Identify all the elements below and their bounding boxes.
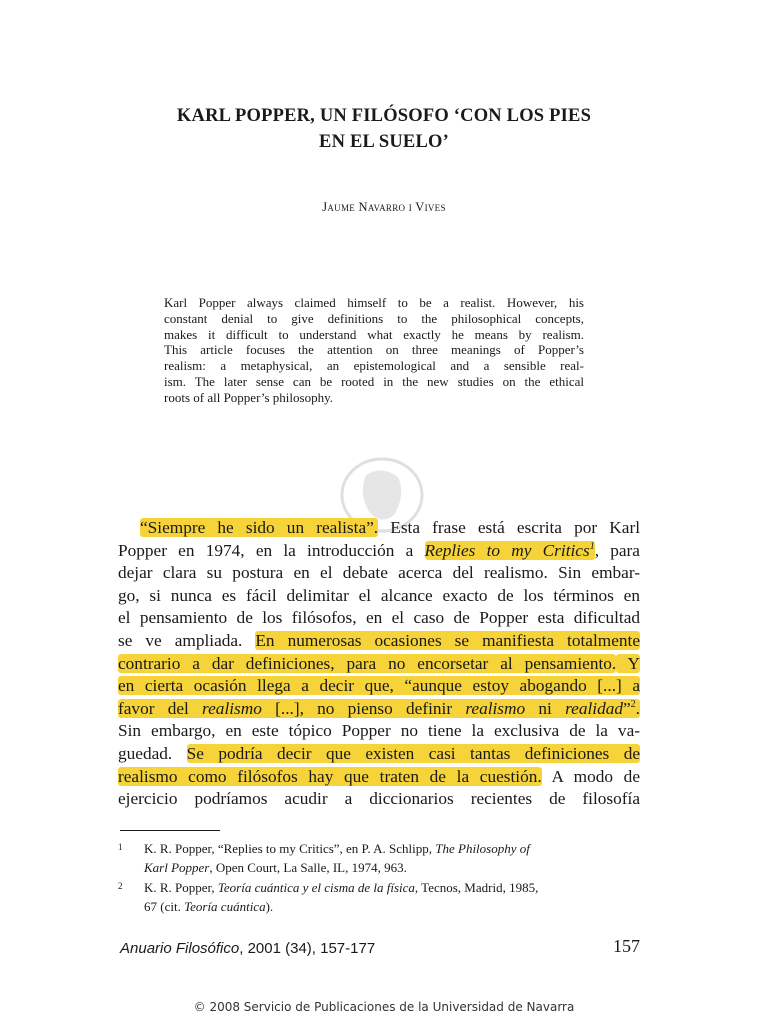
text: se ve ampliada. — [118, 630, 256, 650]
text: [...], no pienso definir — [261, 698, 466, 718]
highlight: realismo como filósofos hay que traten de la cuestión. — [118, 766, 542, 786]
author-name — [200, 200, 568, 215]
body-line — [118, 766, 640, 789]
abstract-line: roots of all Popper’s philosophy. — [164, 389, 333, 405]
footnote-2 — [118, 877, 640, 898]
text: Popper en 1974, en la introducción a — [118, 540, 425, 560]
footnote-1-cont — [118, 859, 640, 878]
copyright-notice: © 2008 Servicio de Publicaciones de la Universidad de Navarra — [193, 1000, 575, 1014]
author-text: Jaume Navarro i Vives — [322, 200, 446, 214]
body-paragraph — [118, 517, 640, 811]
highlight: contrario a dar definiciones, para no encorsetar al pensamiento. — [118, 653, 617, 673]
text: Esta frase está escrita por Karl — [378, 518, 641, 537]
body-line — [118, 653, 640, 676]
text-italic: Karl Popper — [144, 859, 210, 875]
text: K. R. Popper, “Replies to my Critics”, en P. A. Schlipp, — [144, 841, 436, 856]
text: . — [635, 698, 640, 718]
abstract-line: Karl Popper always claimed himself to be a realist. However, his — [164, 295, 584, 310]
footnote-number: 1 — [118, 842, 123, 852]
body-line: go, si nunca es fácil delimitar el alcance exacto de los términos en — [118, 585, 640, 605]
text-italic: realismo — [465, 698, 526, 718]
body-line: Sin embargo, en este tópico Popper no tiene la exclusiva de la va- — [118, 721, 640, 741]
text: Replies to my Critics — [424, 540, 590, 560]
text: , Open Court, La Salle, IL, 1974, 963. — [209, 859, 407, 875]
text: , para — [594, 540, 640, 560]
text: , Tecnos, Madrid, 1985, — [414, 880, 539, 895]
abstract-line: ism. The later sense can be rooted in the new studies on the ethical — [164, 373, 584, 389]
text: ni — [525, 698, 566, 718]
text: ” — [623, 698, 631, 718]
footnote-2-cont — [118, 898, 640, 917]
body-line — [118, 630, 640, 653]
abstract-line: constant denial to give definitions to the philosophical concepts, — [164, 310, 584, 326]
text: guedad. — [118, 743, 187, 763]
abstract — [164, 295, 584, 406]
body-line — [118, 675, 640, 698]
title-line-2: EN EL SUELO’ — [319, 132, 449, 152]
journal-citation — [120, 940, 375, 957]
body-line: dejar clara su postura en el debate acerca del realismo. Sin embar- — [118, 563, 640, 583]
highlight-italic — [425, 541, 595, 560]
text: 67 (cit. — [144, 898, 185, 914]
footnote-ref: 2 — [630, 698, 636, 710]
body-line — [118, 540, 640, 563]
highlight: En numerosas ocasiones se manifiesta totalmente — [255, 630, 640, 650]
text-italic: The Philosophy of — [435, 841, 530, 856]
journal-name: Anuario Filosófico — [120, 940, 240, 957]
highlight: Y — [616, 653, 640, 673]
text-italic: Teoría cuántica y el cisma de la física — [217, 880, 415, 895]
footnote-divider — [120, 830, 220, 831]
journal-issue: , 2001 (34), 157-177 — [239, 940, 376, 957]
footnotes — [118, 838, 640, 916]
footnote-ref: 1 — [589, 540, 595, 552]
highlight: Se podría decir que existen casi tantas definiciones de — [186, 743, 641, 763]
body-line — [118, 517, 640, 540]
title-line-1: KARL POPPER, UN FILÓSOFO ‘CON LOS PIES — [176, 106, 592, 126]
body-line — [118, 698, 640, 721]
text: K. R. Popper, — [144, 880, 218, 895]
highlight: en cierta ocasión llega a decir que, “aunque estoy abogando [...] a — [118, 676, 640, 696]
page-number: 157 — [613, 936, 640, 956]
body-line: ejercicio podríamos acudir a diccionarios recientes de filosofía — [118, 789, 640, 809]
page-footer — [120, 936, 640, 964]
footnote-number: 2 — [118, 881, 123, 891]
highlight: “Siempre he sido un realista”. — [140, 518, 379, 537]
text-italic: Teoría cuántica — [184, 898, 266, 914]
body-line — [118, 743, 640, 766]
highlight — [118, 699, 640, 718]
text: A modo de — [541, 766, 640, 786]
abstract-line: realism: a metaphysical, an epistemological and a sensible real- — [164, 358, 584, 374]
abstract-line: This article focuses the attention on three meanings of Popper’s — [164, 342, 584, 358]
article-title — [120, 103, 648, 155]
text-italic: realidad — [565, 698, 623, 718]
body-line: el pensamiento de los filósofos, en el caso de Popper esta dificultad — [118, 608, 640, 628]
text-italic: realismo — [202, 698, 262, 718]
abstract-line: makes it difficult to understand what exactly he means by realism. — [164, 326, 584, 342]
text: favor del — [118, 698, 203, 718]
footnote-1 — [118, 838, 640, 859]
text: ). — [265, 898, 274, 914]
